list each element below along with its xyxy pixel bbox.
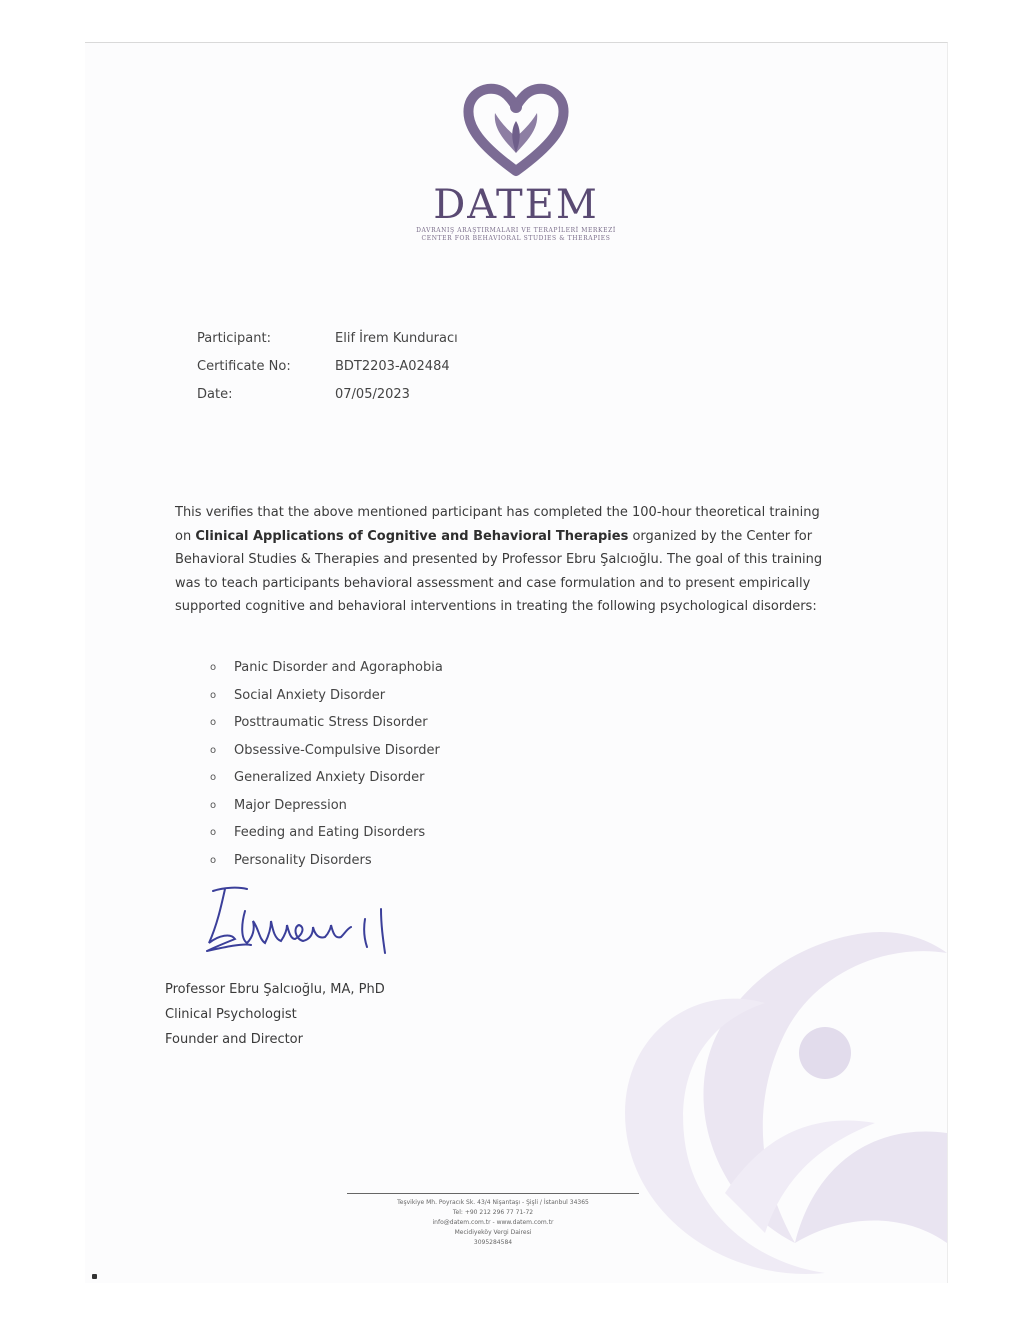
list-item (210, 737, 443, 765)
list-item-label: Generalized Anxiety Disorder (234, 770, 425, 786)
letterhead (85, 81, 947, 243)
footer-contact (347, 1193, 639, 1248)
bullet-icon: o (210, 772, 217, 784)
footer-tax-office: Mecidiyeköy Vergi Dairesi (454, 1229, 532, 1236)
paragraph-part-1: This verifies that the above mentioned participant has completed the 100-hour theoretical training on (175, 505, 820, 544)
bullet-icon: o (210, 717, 217, 729)
signer-role: Founder and Director (165, 1032, 303, 1047)
detail-row-date (197, 387, 458, 415)
scan-artifact (92, 1274, 97, 1279)
list-item (210, 654, 443, 682)
detail-label: Date: (197, 387, 233, 402)
list-item-label: Posttraumatic Stress Disorder (234, 715, 428, 731)
bullet-icon: o (210, 689, 217, 701)
bullet-icon: o (210, 744, 217, 756)
course-title: Clinical Applications of Cognitive and Behavioral Therapies (195, 528, 629, 544)
footer-address: Teşvikiye Mh. Poyracık Sk. 43/4 Nişantaşı - Şişli / İstanbul 34365 (397, 1199, 589, 1206)
certificate-page (85, 42, 948, 1283)
list-item-label: Personality Disorders (234, 852, 372, 868)
bullet-icon: o (210, 662, 217, 674)
detail-label: Participant: (197, 331, 271, 346)
list-item (210, 792, 443, 820)
bullet-icon: o (210, 854, 217, 866)
brand-subtitle-tr: DAVRANIŞ ARAŞTIRMALARI VE TERAPİLERİ MERKEZİ (416, 227, 616, 234)
footer-tax-number: 3095284584 (473, 1239, 513, 1246)
detail-label: Certificate No: (197, 359, 291, 374)
list-item (210, 764, 443, 792)
detail-row-participant (197, 331, 458, 359)
brand-name: DATEM (433, 182, 599, 228)
list-item (210, 709, 443, 737)
list-item-label: Panic Disorder and Agoraphobia (234, 660, 443, 676)
handwritten-signature (195, 881, 415, 971)
signer-block (165, 977, 385, 1052)
signer-name: Professor Ebru Şalcıoğlu, MA, PhD (165, 982, 385, 997)
detail-row-certificate (197, 359, 458, 387)
signer-title: Clinical Psychologist (165, 1007, 297, 1022)
list-item-label: Feeding and Eating Disorders (234, 825, 426, 841)
list-item-label: Obsessive-Compulsive Disorder (234, 742, 440, 758)
verification-paragraph (175, 501, 825, 619)
bullet-icon: o (210, 799, 217, 811)
list-item (210, 847, 443, 875)
certificate-date: 07/05/2023 (335, 387, 410, 402)
certificate-details (197, 331, 458, 415)
footer-web: info@datem.com.tr - www.datem.com.tr (432, 1219, 554, 1226)
disorders-list (210, 654, 443, 874)
list-item (210, 819, 443, 847)
list-item-label: Social Anxiety Disorder (234, 687, 386, 703)
logo-watermark-icon (585, 913, 947, 1283)
participant-name: Elif İrem Kunduracı (335, 331, 458, 346)
list-item (210, 682, 443, 710)
brand-subtitle-en: CENTER FOR BEHAVIORAL STUDIES & THERAPIES (421, 235, 611, 242)
paragraph-part-2: organized by the Center for Behavioral Studies & Therapies and presented by Professor Ebru Şalcıoğlu. The goal of this training was to teach participants behavioral assessment and case formulation and to present empirically supported cognitive and behavioral interventions in treating the following psychological disorders: (175, 528, 823, 614)
certificate-number: BDT2203-A02484 (335, 359, 450, 374)
bullet-icon: o (210, 827, 217, 839)
list-item-label: Major Depression (234, 797, 347, 813)
footer-phone: Tel: +90 212 296 77 71-72 (452, 1209, 534, 1216)
heart-with-figure-logo-icon (461, 81, 571, 177)
